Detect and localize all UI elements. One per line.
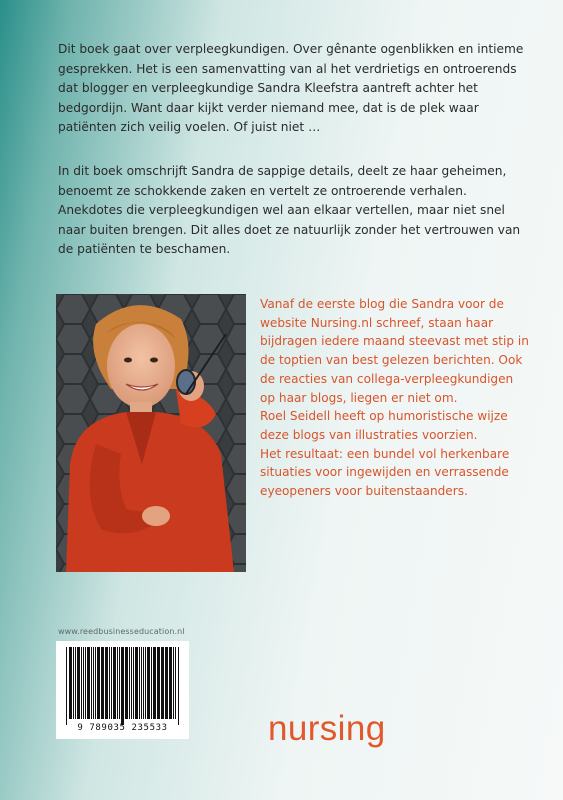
highlight-text-block <box>260 295 530 501</box>
barcode-bar <box>85 647 86 719</box>
barcode-bar <box>73 647 74 719</box>
barcode-bar <box>173 647 174 719</box>
barcode <box>56 641 189 739</box>
barcode-bar <box>75 647 76 719</box>
barcode-bar <box>139 647 140 719</box>
barcode-bar <box>95 647 96 719</box>
barcode-bar <box>93 647 94 719</box>
barcode-bar <box>165 647 168 719</box>
highlight-paragraph-1: Vanaf de eerste blog die Sandra voor de website Nursing.nl schreef, staan haar bijdragen iedere maand steevast met stip in de toptien van best gelezen berichten. Ook de reacties van collega-verpleegkundigen op haar blogs, liegen er niet om. <box>260 297 529 405</box>
barcode-bar <box>117 647 118 719</box>
barcode-bar <box>143 647 144 719</box>
highlight-paragraph-3: Het resultaat: een bundel vol herkenbare situaties voor ingewijden en verrassende eyeopeners voor buitenstaanders. <box>260 446 510 499</box>
barcode-bar <box>77 647 80 719</box>
barcode-bar <box>141 647 142 719</box>
barcode-bar <box>66 647 67 725</box>
publisher-url: www.reedbusinesseducation.nl <box>58 627 185 636</box>
author-photo <box>56 294 246 572</box>
barcode-bar <box>145 647 146 719</box>
barcode-bar <box>161 647 164 719</box>
brand-logo: nursing <box>268 709 386 748</box>
barcode-bar <box>113 647 116 719</box>
barcode-digits: 9 789035 235533 <box>77 723 168 733</box>
barcode-bar <box>87 647 90 719</box>
barcode-bar <box>125 647 128 719</box>
barcode-bar <box>111 647 112 719</box>
barcode-bar <box>133 647 134 719</box>
barcode-bar <box>157 647 160 719</box>
barcode-bar <box>69 647 72 719</box>
barcode-bar <box>119 647 120 719</box>
barcode-bar <box>97 647 100 719</box>
barcode-bar <box>151 647 152 719</box>
barcode-bar <box>175 647 176 719</box>
barcode-bar <box>131 647 132 719</box>
barcode-bar <box>147 647 150 719</box>
barcode-bar <box>81 647 82 719</box>
barcode-bar <box>129 647 130 719</box>
barcode-bar <box>178 647 179 725</box>
intro-paragraph-1: Dit boek gaat over verpleegkundigen. Over gênante ogenblikken en intieme gesprekken. Het is een samenvatting van al het verdrietigs en ontroerends dat blogger en verpleegkundige Sandra Kleefstra aantreft achter het bedgordijn. Want daar kijkt verder niemand mee, dat is de plek waar patiënten zich veilig voelen. Of juist niet … <box>58 42 524 135</box>
barcode-bar <box>153 647 156 719</box>
barcode-bar <box>101 647 104 719</box>
highlight-paragraph-2: Roel Seidell heeft op humoristische wijze deze blogs van illustraties voorzien. <box>260 409 508 442</box>
barcode-bar <box>121 647 124 725</box>
barcode-bar <box>135 647 138 719</box>
barcode-bar <box>83 647 84 719</box>
intro-paragraph-2: In dit boek omschrijft Sandra de sappige details, deelt ze haar geheimen, benoemt ze schokkende zaken en vertelt ze ontroerende verhalen. Anekdotes die verpleegkundigen wel aan elkaar vertellen, maar niet snel naar buiten brengen. Dit alles doet ze natuurlijk zonder het vertrouwen van de patiënten te beschamen. <box>58 164 521 257</box>
barcode-bar <box>169 647 172 719</box>
barcode-bar <box>91 647 92 719</box>
barcode-bar <box>109 647 110 719</box>
barcode-bar <box>105 647 108 719</box>
